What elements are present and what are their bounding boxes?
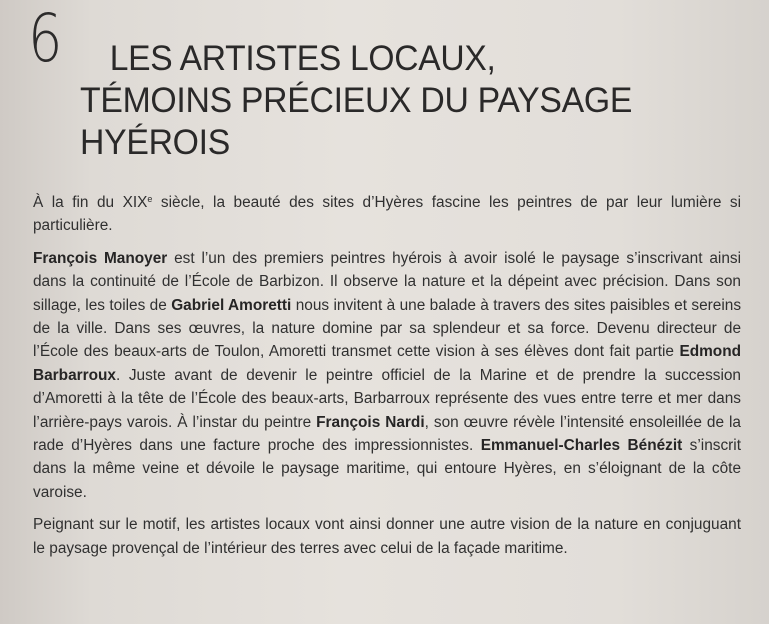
title-line-1: LES ARTISTES LOCAUX, xyxy=(109,39,496,78)
artist-name: François Manoyer xyxy=(33,249,168,267)
artists-paragraph xyxy=(33,247,741,504)
century-superscript: e xyxy=(147,194,153,204)
closing-paragraph: Peignant sur le motif, les artistes locaux vont ainsi donner une autre vision de la nature en conjuguant le paysage provençal de l’intérieur des terres avec celui de la façade maritime. xyxy=(33,516,741,557)
paragraph-text: est l’un des premiers peintres hyérois à avoir isolé le paysage s’inscrivant ainsi dans la continuité de l’École de Barbizon. Il observe la nature et la dépeint avec précision. Dans son sillage, les toiles de xyxy=(33,249,741,314)
title-line-2: TÉMOINS PRÉCIEUX DU PAYSAGE HYÉROIS xyxy=(80,81,633,162)
artist-name: Edmond Barbarroux xyxy=(33,343,741,384)
artist-name: Emmanuel-Charles Bénézit xyxy=(480,437,683,455)
body-text xyxy=(33,191,741,569)
artist-name: François Nardi xyxy=(316,413,425,431)
artist-name: Gabriel Amoretti xyxy=(171,296,292,314)
paragraph-text: . Juste avant de devenir le peintre officiel de la Marine et de prendre la succession d’Amoretti à la tête de l’École des beaux-arts, Barbarroux représente des vues entre terre et mer dans l’arrière-pays varois. À l’instar du peintre xyxy=(33,366,741,431)
intro-paragraph xyxy=(33,191,741,238)
panel-title xyxy=(80,38,769,164)
intro-text-end: siècle, la beauté des sites d’Hyères fascine les peintres de par leur lumière si particulière. xyxy=(33,194,741,235)
section-number: 6 xyxy=(28,0,61,77)
paragraph-text: s’inscrit dans la même veine et dévoile le paysage maritime, qui entoure Hyères, en s’éloignant de la côte varoise. xyxy=(33,437,741,501)
paragraph-text: nous invitent à une balade à travers des sites paisibles et sereins de la ville. Dans ses œuvres, la nature domine par sa splendeur et sa force. Devenu directeur de l’École des beaux-arts de Toulon, Amoretti transmet cette vision à ses élèves dont fait partie xyxy=(33,296,742,361)
paragraph-text: , son œuvre révèle l’intensité ensoleillée de la rade d’Hyères dans une facture proche des impressionnistes. xyxy=(33,413,741,455)
intro-text-start: À la fin du XIX xyxy=(33,194,148,211)
